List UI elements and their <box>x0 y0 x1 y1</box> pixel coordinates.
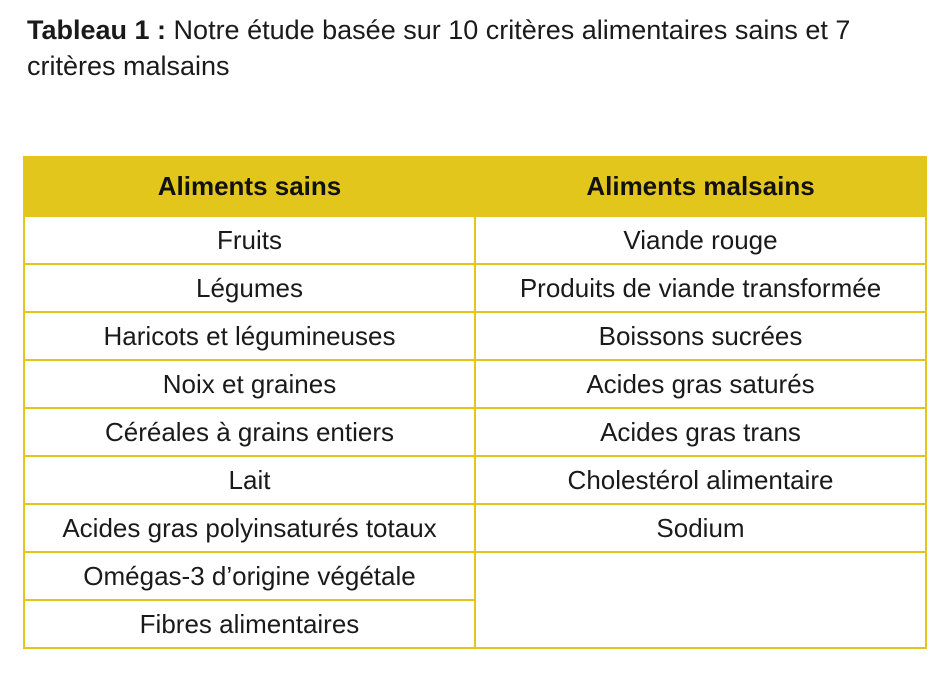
unhealthy-cell: Produits de viande transformée <box>475 264 926 312</box>
table-row <box>24 360 926 408</box>
unhealthy-cell: Acides gras trans <box>475 408 926 456</box>
healthy-cell: Haricots et légumineuses <box>24 312 475 360</box>
unhealthy-cell: Cholestérol alimentaire <box>475 456 926 504</box>
healthy-cell: Acides gras polyinsaturés totaux <box>24 504 475 552</box>
caption-text: Notre étude basée sur 10 critères alimentaires sains et 7 critères malsains <box>27 15 851 81</box>
unhealthy-cell: Acides gras saturés <box>475 360 926 408</box>
caption-lead: Tableau 1 : <box>27 15 167 45</box>
table-row <box>24 312 926 360</box>
healthy-cell: Fruits <box>24 216 475 264</box>
healthy-cell: Céréales à grains entiers <box>24 408 475 456</box>
table-row <box>24 504 926 552</box>
healthy-cell: Légumes <box>24 264 475 312</box>
healthy-cell: Lait <box>24 456 475 504</box>
unhealthy-cell: Boissons sucrées <box>475 312 926 360</box>
healthy-cell: Fibres alimentaires <box>24 600 475 648</box>
header-healthy: Aliments sains <box>24 157 475 216</box>
table-row <box>24 408 926 456</box>
table-caption <box>27 12 927 84</box>
unhealthy-cell: Sodium <box>475 504 926 552</box>
table-row <box>24 456 926 504</box>
criteria-table-grid <box>23 156 927 649</box>
healthy-cell: Omégas-3 d’origine végétale <box>24 552 475 600</box>
table-row <box>24 264 926 312</box>
header-row <box>24 157 926 216</box>
healthy-cell: Noix et graines <box>24 360 475 408</box>
table-row <box>24 552 926 600</box>
criteria-table <box>23 156 925 661</box>
header-unhealthy: Aliments malsains <box>475 157 926 216</box>
unhealthy-empty-cell <box>475 552 926 648</box>
table-row <box>24 216 926 264</box>
unhealthy-cell: Viande rouge <box>475 216 926 264</box>
